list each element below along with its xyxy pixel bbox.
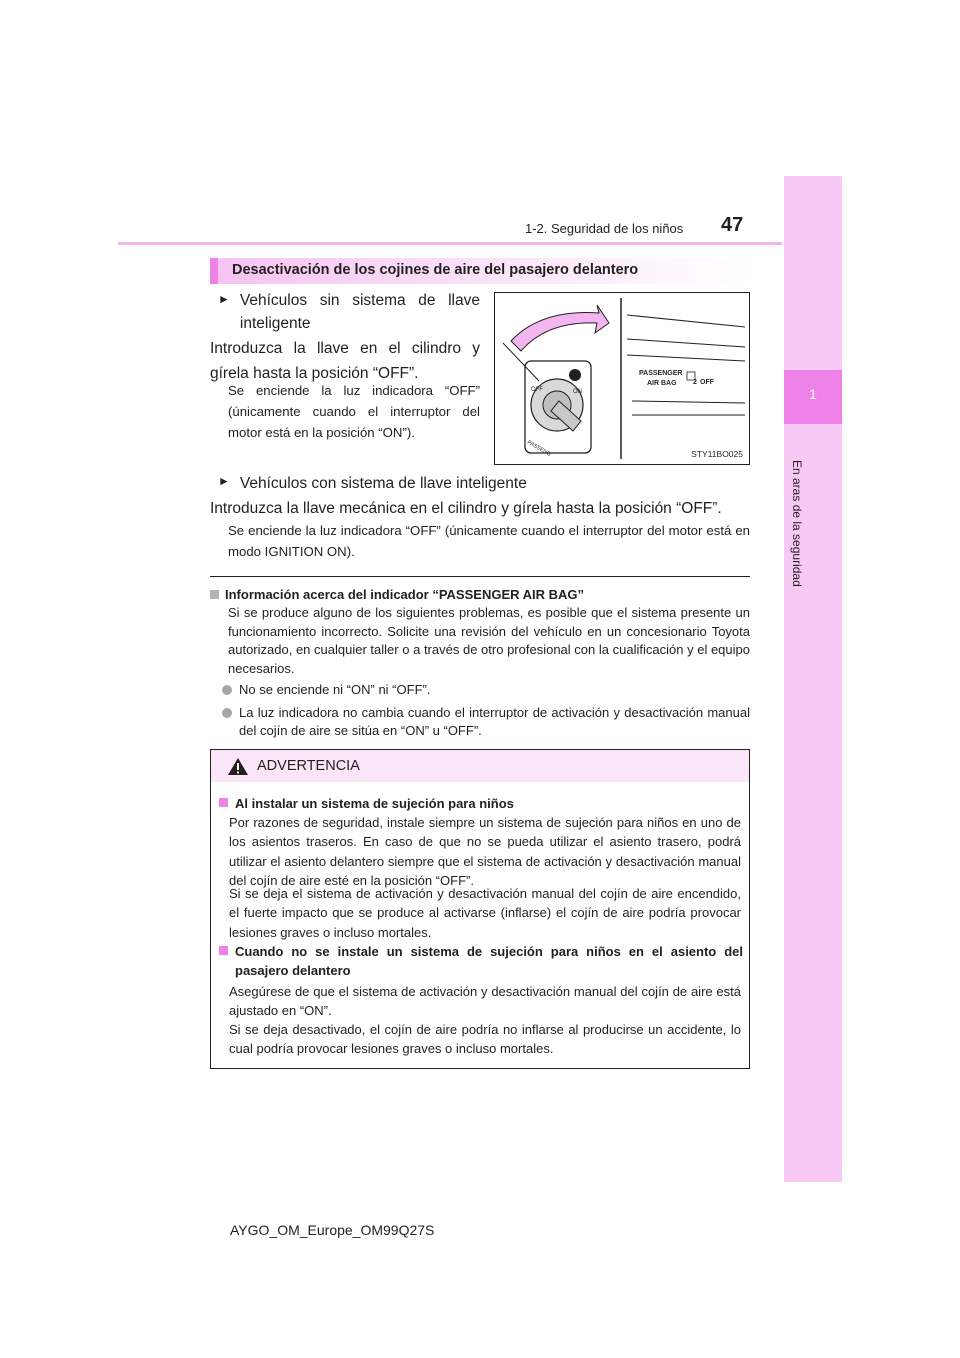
panel-text-airbag: AIR BAG bbox=[647, 380, 677, 387]
section-heading: Desactivación de los cojines de aire del pasajero delantero bbox=[210, 258, 750, 284]
warning-title: ADVERTENCIA bbox=[257, 758, 360, 774]
header-divider bbox=[118, 242, 782, 245]
indicator-number: 2 bbox=[693, 379, 697, 386]
item-heading bbox=[218, 289, 480, 335]
pink-square-icon bbox=[219, 946, 228, 955]
ignition-illustration bbox=[494, 292, 750, 465]
triangle-bullet-icon: ► bbox=[218, 474, 230, 488]
figure-code: STY11BO025 bbox=[691, 449, 743, 459]
warning-subheading bbox=[219, 794, 743, 813]
ignition-dial-svg bbox=[495, 293, 749, 464]
warning-box bbox=[210, 749, 750, 1069]
gray-square-icon bbox=[210, 590, 219, 599]
page-number: 47 bbox=[721, 214, 744, 236]
item-title: Vehículos con sistema de llave inteligente bbox=[239, 475, 527, 492]
item-title: Vehículos sin sistema de llave inteligente bbox=[239, 292, 480, 332]
chapter-label: En aras de la seguridad bbox=[790, 460, 804, 587]
dial-passenger-label: PASSENG bbox=[526, 439, 552, 458]
dial-off-label: OFF bbox=[531, 387, 543, 393]
warning-header bbox=[211, 750, 749, 782]
document-footer: AYGO_OM_Europe_OM99Q27S bbox=[230, 1222, 435, 1238]
bullet-dot-icon bbox=[222, 708, 232, 718]
warning-subheading-text: Al instalar un sistema de sujeción para niños bbox=[235, 796, 514, 811]
warning-triangle-icon bbox=[227, 757, 249, 776]
chapter-side-tab bbox=[784, 176, 842, 1182]
warning-paragraph: Por razones de seguridad, instale siempre un sistema de sujeción para niños en uno de los asientos traseros. En caso de que no se pueda utilizar el asiento trasero, podrá utilizar el asiento delantero siempre que el sistema de activación y desactivación manual del cojín de aire esté en la posición “OFF”. bbox=[229, 815, 741, 888]
item-smart-key bbox=[218, 471, 750, 496]
info-body: Si se produce alguno de los siguientes problemas, es posible que el sistema presente un funcionamiento incorrecto. Solicite una revisión del vehículo en un concesionario Toyota autorizado, en cualquier taller o a través de otro profesional con la cualificación y el equipo necesarios. bbox=[228, 605, 750, 676]
info-bullet bbox=[222, 681, 750, 699]
section-title: 1-2. Seguridad de los niños bbox=[525, 221, 684, 236]
panel-text-passenger: PASSENGER bbox=[639, 370, 683, 377]
dial-on-label: ON bbox=[573, 389, 582, 395]
indicator-off: OFF bbox=[700, 379, 714, 386]
item-note: Se enciende la luz indicadora “OFF” (únicamente cuando el interruptor del motor está en la posición “ON”). bbox=[228, 383, 480, 440]
triangle-bullet-icon: ► bbox=[218, 292, 230, 306]
pink-square-icon bbox=[219, 798, 228, 807]
item-note: Se enciende la luz indicadora “OFF” (únicamente cuando el interruptor del motor está en modo IGNITION ON). bbox=[228, 523, 750, 559]
item-heading bbox=[218, 471, 750, 496]
warning-subheading-text: Cuando no se instale un sistema de sujeción para niños en el asiento del pasajero delantero bbox=[235, 944, 743, 978]
info-bullet bbox=[222, 704, 750, 740]
bullet-text: No se enciende ni “ON” ni “OFF”. bbox=[239, 682, 431, 697]
warning-paragraph: Si se deja el sistema de activación y desactivación manual del cojín de aire encendido, el fuerte impacto que se produce al activarse (inflarse) el cojín de aire podría provocar lesiones graves o incluso mortales. bbox=[229, 886, 741, 940]
bullet-dot-icon bbox=[222, 685, 232, 695]
section-divider bbox=[210, 576, 750, 577]
item-body: Introduzca la llave mecánica en el cilindro y gírela hasta la posición “OFF”. bbox=[210, 500, 722, 517]
chapter-number: 1 bbox=[809, 386, 817, 402]
warning-subheading bbox=[219, 942, 743, 980]
item-no-smart-key bbox=[218, 289, 480, 335]
item-body: Introduzca la llave en el cilindro y gírela hasta la posición “OFF”. bbox=[210, 340, 480, 382]
info-heading bbox=[210, 587, 584, 602]
bullet-text: La luz indicadora no cambia cuando el interruptor de activación y desactivación manual del cojín de aire se sitúa en “ON” u “OFF”. bbox=[239, 705, 750, 738]
info-title: Información acerca del indicador “PASSENGER AIR BAG” bbox=[225, 587, 585, 602]
warning-paragraph: Asegúrese de que el sistema de activación y desactivación manual del cojín de aire está ajustado en “ON”. bbox=[229, 984, 741, 1019]
warning-paragraph: Si se deja desactivado, el cojín de aire podría no inflarse al producirse un accidente, lo cual podría provocar lesiones graves o incluso mortales. bbox=[229, 1022, 741, 1057]
